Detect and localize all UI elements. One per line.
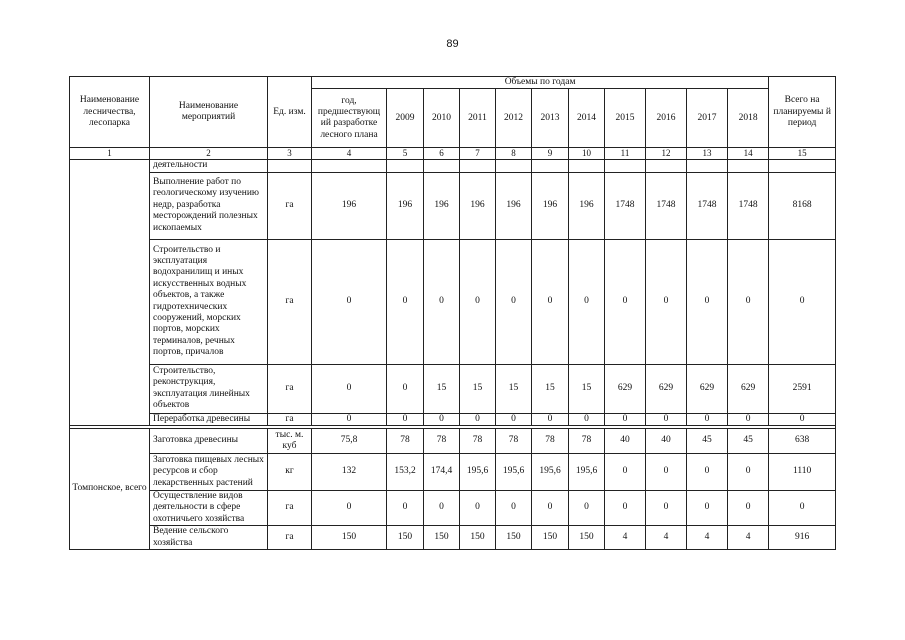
year-value: 0: [687, 490, 728, 525]
unit-cell: га: [268, 413, 312, 425]
column-number: 5: [387, 148, 424, 160]
total-value: 8168: [769, 172, 836, 239]
unit-cell: га: [268, 364, 312, 413]
prior-year-value: 0: [312, 413, 387, 425]
prior-year-value: 0: [312, 239, 387, 364]
year-value: 629: [646, 364, 687, 413]
header-year: 2011: [460, 89, 496, 148]
year-value: 195,6: [460, 453, 496, 490]
year-value: 1748: [605, 172, 646, 239]
year-value: 174,4: [424, 453, 460, 490]
year-value: 40: [605, 428, 646, 453]
column-number: 3: [268, 148, 312, 160]
year-value: 0: [387, 239, 424, 364]
header-year: 2017: [687, 89, 728, 148]
year-value: 40: [646, 428, 687, 453]
volumes-table: [69, 76, 836, 550]
activity-name: Строительство и эксплуатация водохранилищ и иных искусственных водных объектов, а также гидротехнических сооружений, морских портов, морских терминалов, речных портов, причалов: [150, 239, 268, 364]
year-value: 0: [532, 490, 569, 525]
table-row: [70, 526, 836, 550]
year-value: 196: [496, 172, 532, 239]
prior-year-value: 196: [312, 172, 387, 239]
activity-name: Строительство, реконструкция, эксплуатация линейных объектов: [150, 364, 268, 413]
year-value: 0: [460, 490, 496, 525]
unit-cell: га: [268, 239, 312, 364]
column-number: 11: [605, 148, 646, 160]
year-value: 0: [532, 239, 569, 364]
header-year: 2018: [728, 89, 769, 148]
column-number: 14: [728, 148, 769, 160]
unit-cell: кг: [268, 453, 312, 490]
total-value: 0: [769, 239, 836, 364]
year-value: 78: [424, 428, 460, 453]
year-value: 150: [424, 526, 460, 550]
table-row: [70, 364, 836, 413]
year-value: 0: [424, 413, 460, 425]
total-value: 0: [769, 413, 836, 425]
empty-cell: [569, 160, 605, 172]
year-value: 0: [387, 364, 424, 413]
header-volumes-by-year: Объемы по годам: [312, 77, 769, 89]
year-value: 0: [569, 239, 605, 364]
table-row: [70, 413, 836, 425]
year-value: 0: [605, 490, 646, 525]
activity-name: Осуществление видов деятельности в сфере охотничьего хозяйства: [150, 490, 268, 525]
forestry-cell: [70, 160, 150, 426]
year-value: 0: [646, 490, 687, 525]
header-year: 2016: [646, 89, 687, 148]
column-number: 15: [769, 148, 836, 160]
year-value: 15: [424, 364, 460, 413]
table-row: [70, 239, 836, 364]
year-value: 0: [496, 413, 532, 425]
year-value: 4: [687, 526, 728, 550]
year-value: 150: [460, 526, 496, 550]
activity-name: Ведение сельского хозяйства: [150, 526, 268, 550]
header-unit: Ед. изм.: [268, 77, 312, 148]
year-value: 0: [569, 490, 605, 525]
year-value: 15: [460, 364, 496, 413]
year-value: 4: [646, 526, 687, 550]
header-activity: Наименование мероприятий: [150, 77, 268, 148]
empty-cell: [424, 160, 460, 172]
column-number: 10: [569, 148, 605, 160]
year-value: 0: [687, 453, 728, 490]
year-value: 15: [569, 364, 605, 413]
empty-cell: [312, 160, 387, 172]
activity-name: Выполнение работ по геологическому изучению недр, разработка месторождений полезных ископаемых: [150, 172, 268, 239]
year-value: 0: [728, 490, 769, 525]
table-row: [70, 453, 836, 490]
year-value: 0: [646, 239, 687, 364]
activity-name: Заготовка древесины: [150, 428, 268, 453]
year-value: 0: [460, 239, 496, 364]
prior-year-value: 75,8: [312, 428, 387, 453]
year-value: 150: [496, 526, 532, 550]
empty-cell: [646, 160, 687, 172]
year-value: 629: [605, 364, 646, 413]
empty-cell: [532, 160, 569, 172]
empty-cell: [769, 160, 836, 172]
year-value: 45: [687, 428, 728, 453]
year-value: 0: [569, 413, 605, 425]
empty-cell: [460, 160, 496, 172]
year-value: 196: [460, 172, 496, 239]
year-value: 0: [460, 413, 496, 425]
activity-name: Переработка древесины: [150, 413, 268, 425]
year-value: 629: [687, 364, 728, 413]
total-value: 1110: [769, 453, 836, 490]
year-value: 15: [496, 364, 532, 413]
year-value: 153,2: [387, 453, 424, 490]
header-year: 2015: [605, 89, 646, 148]
prior-year-value: 132: [312, 453, 387, 490]
year-value: 0: [424, 490, 460, 525]
forestry-name: Томпонское, всего: [70, 428, 150, 549]
column-number: 6: [424, 148, 460, 160]
year-value: 629: [728, 364, 769, 413]
header-forestry: Наименование лесничества, лесопарка: [70, 77, 150, 148]
empty-cell: [728, 160, 769, 172]
year-value: 15: [532, 364, 569, 413]
year-value: 1748: [687, 172, 728, 239]
table-row: [70, 172, 836, 239]
table-row: [70, 490, 836, 525]
empty-cell: [387, 160, 424, 172]
year-value: 0: [532, 413, 569, 425]
year-value: 0: [605, 453, 646, 490]
year-value: 78: [387, 428, 424, 453]
table-row: [70, 428, 836, 453]
year-value: 0: [728, 453, 769, 490]
year-value: 0: [387, 490, 424, 525]
year-value: 4: [728, 526, 769, 550]
year-value: 150: [532, 526, 569, 550]
header-prior-year: год, предшествующ ий разработке лесного плана: [312, 89, 387, 148]
empty-cell: [268, 160, 312, 172]
header-year: 2013: [532, 89, 569, 148]
empty-cell: [687, 160, 728, 172]
unit-cell: га: [268, 526, 312, 550]
year-value: 78: [532, 428, 569, 453]
header-year: 2014: [569, 89, 605, 148]
year-value: 150: [387, 526, 424, 550]
year-value: 1748: [646, 172, 687, 239]
column-number: 12: [646, 148, 687, 160]
year-value: 78: [460, 428, 496, 453]
prior-year-value: 150: [312, 526, 387, 550]
unit-cell: га: [268, 172, 312, 239]
year-value: 196: [424, 172, 460, 239]
year-value: 45: [728, 428, 769, 453]
page-number: 89: [446, 38, 459, 50]
year-value: 195,6: [532, 453, 569, 490]
year-value: 4: [605, 526, 646, 550]
empty-cell: [605, 160, 646, 172]
prior-year-value: 0: [312, 490, 387, 525]
year-value: 78: [569, 428, 605, 453]
year-value: 0: [728, 239, 769, 364]
header-year: 2009: [387, 89, 424, 148]
table-row: [70, 160, 836, 172]
year-value: 0: [496, 239, 532, 364]
year-value: 1748: [728, 172, 769, 239]
year-value: 0: [387, 413, 424, 425]
unit-cell: га: [268, 490, 312, 525]
year-value: 196: [532, 172, 569, 239]
header-year: 2012: [496, 89, 532, 148]
total-value: 916: [769, 526, 836, 550]
header-year: 2010: [424, 89, 460, 148]
column-number: 7: [460, 148, 496, 160]
column-number: 8: [496, 148, 532, 160]
column-number: 1: [70, 148, 150, 160]
total-value: 2591: [769, 364, 836, 413]
total-value: 638: [769, 428, 836, 453]
activity-name: Заготовка пищевых лесных ресурсов и сбор лекарственных растений: [150, 453, 268, 490]
unit-cell: тыс. м. куб: [268, 428, 312, 453]
activity-name: деятельности: [150, 160, 268, 172]
prior-year-value: 0: [312, 364, 387, 413]
year-value: 0: [424, 239, 460, 364]
header-total: Всего на планируемы й период: [769, 77, 836, 148]
year-value: 0: [728, 413, 769, 425]
year-value: 0: [646, 453, 687, 490]
year-value: 196: [387, 172, 424, 239]
column-number: 13: [687, 148, 728, 160]
empty-cell: [496, 160, 532, 172]
year-value: 196: [569, 172, 605, 239]
column-number: 9: [532, 148, 569, 160]
year-value: 0: [605, 413, 646, 425]
year-value: 195,6: [496, 453, 532, 490]
year-value: 0: [496, 490, 532, 525]
year-value: 0: [605, 239, 646, 364]
year-value: 0: [687, 413, 728, 425]
year-value: 195,6: [569, 453, 605, 490]
year-value: 0: [646, 413, 687, 425]
year-value: 0: [687, 239, 728, 364]
year-value: 78: [496, 428, 532, 453]
total-value: 0: [769, 490, 836, 525]
year-value: 150: [569, 526, 605, 550]
column-number: 2: [150, 148, 268, 160]
column-number: 4: [312, 148, 387, 160]
